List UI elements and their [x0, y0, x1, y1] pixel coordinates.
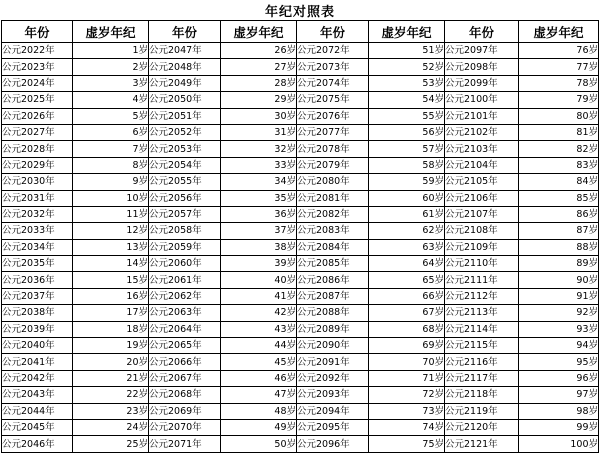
year-cell[interactable]: 公元2042年 — [2, 370, 73, 386]
table-row — [2, 436, 599, 452]
age-cell[interactable]: 80岁 — [519, 108, 599, 124]
age-cell[interactable]: 98岁 — [519, 403, 599, 419]
age-cell[interactable]: 33岁 — [221, 157, 297, 173]
table-row — [2, 272, 599, 288]
age-cell[interactable]: 38岁 — [221, 239, 297, 255]
age-cell[interactable]: 88岁 — [519, 239, 599, 255]
age-cell[interactable]: 7岁 — [73, 141, 149, 157]
age-cell[interactable]: 20岁 — [73, 354, 149, 370]
age-cell[interactable]: 10岁 — [73, 190, 149, 206]
year-cell[interactable]: 公元2028年 — [2, 141, 73, 157]
year-cell[interactable]: 公元2103年 — [445, 141, 519, 157]
table-row — [2, 305, 599, 321]
column-header-year[interactable]: 年份 — [2, 21, 73, 43]
year-cell[interactable]: 公元2091年 — [297, 354, 369, 370]
year-cell[interactable]: 公元2027年 — [2, 124, 73, 140]
table-row — [2, 239, 599, 255]
year-cell[interactable]: 公元2022年 — [2, 43, 73, 59]
year-cell[interactable]: 公元2106年 — [445, 190, 519, 206]
year-cell[interactable]: 公元2104年 — [445, 157, 519, 173]
age-cell[interactable]: 56岁 — [369, 124, 445, 140]
table-row — [2, 338, 599, 354]
year-cell[interactable]: 公元2096年 — [297, 436, 369, 452]
year-cell[interactable]: 公元2068年 — [149, 387, 221, 403]
year-cell[interactable]: 公元2052年 — [149, 124, 221, 140]
table-row — [2, 92, 599, 108]
age-cell[interactable]: 68岁 — [369, 321, 445, 337]
year-cell[interactable]: 公元2066年 — [149, 354, 221, 370]
age-cell[interactable]: 84岁 — [519, 174, 599, 190]
age-cell[interactable]: 17岁 — [73, 305, 149, 321]
year-cell[interactable]: 公元2048年 — [149, 59, 221, 75]
age-cell[interactable]: 35岁 — [221, 190, 297, 206]
age-cell[interactable]: 6岁 — [73, 124, 149, 140]
year-cell[interactable]: 公元2120年 — [445, 419, 519, 435]
age-cell[interactable]: 77岁 — [519, 59, 599, 75]
year-cell[interactable]: 公元2039年 — [2, 321, 73, 337]
age-cell[interactable]: 13岁 — [73, 239, 149, 255]
year-cell[interactable]: 公元2097年 — [445, 43, 519, 59]
age-cell[interactable]: 50岁 — [221, 436, 297, 452]
year-cell[interactable]: 公元2116年 — [445, 354, 519, 370]
age-cell[interactable]: 96岁 — [519, 370, 599, 386]
year-cell[interactable]: 公元2055年 — [149, 174, 221, 190]
year-cell[interactable]: 公元2080年 — [297, 174, 369, 190]
age-cell[interactable]: 15岁 — [73, 272, 149, 288]
year-cell[interactable]: 公元2117年 — [445, 370, 519, 386]
age-cell[interactable]: 65岁 — [369, 272, 445, 288]
age-cell[interactable]: 86岁 — [519, 206, 599, 222]
table-row — [2, 141, 599, 157]
age-cell[interactable]: 66岁 — [369, 288, 445, 304]
year-cell[interactable]: 公元2089年 — [297, 321, 369, 337]
age-cell[interactable]: 92岁 — [519, 305, 599, 321]
age-cell[interactable]: 30岁 — [221, 108, 297, 124]
year-cell[interactable]: 公元2031年 — [2, 190, 73, 206]
year-cell[interactable]: 公元2074年 — [297, 75, 369, 91]
age-cell[interactable]: 81岁 — [519, 124, 599, 140]
year-cell[interactable]: 公元2049年 — [149, 75, 221, 91]
year-cell[interactable]: 公元2115年 — [445, 338, 519, 354]
year-cell[interactable]: 公元2041年 — [2, 354, 73, 370]
year-cell[interactable]: 公元2121年 — [445, 436, 519, 452]
age-cell[interactable]: 18岁 — [73, 321, 149, 337]
table-row — [2, 256, 599, 272]
table-title: 年纪对照表 — [264, 4, 335, 20]
age-cell[interactable]: 85岁 — [519, 190, 599, 206]
year-cell[interactable]: 公元2032年 — [2, 206, 73, 222]
table-row — [2, 370, 599, 386]
year-cell[interactable]: 公元2056年 — [149, 190, 221, 206]
year-cell[interactable]: 公元2026年 — [2, 108, 73, 124]
year-cell[interactable]: 公元2037年 — [2, 288, 73, 304]
age-cell[interactable]: 2岁 — [73, 59, 149, 75]
year-cell[interactable]: 公元2111年 — [445, 272, 519, 288]
age-cell[interactable]: 89岁 — [519, 256, 599, 272]
age-cell[interactable]: 90岁 — [519, 272, 599, 288]
year-cell[interactable]: 公元2070年 — [149, 419, 221, 435]
age-cell[interactable]: 76岁 — [519, 43, 599, 59]
age-cell[interactable]: 49岁 — [221, 419, 297, 435]
year-cell[interactable]: 公元2062年 — [149, 288, 221, 304]
age-cell[interactable]: 54岁 — [369, 92, 445, 108]
year-cell[interactable]: 公元2073年 — [297, 59, 369, 75]
year-cell[interactable]: 公元2025年 — [2, 92, 73, 108]
year-cell[interactable]: 公元2119年 — [445, 403, 519, 419]
age-cell[interactable]: 71岁 — [369, 370, 445, 386]
age-cell[interactable]: 47岁 — [221, 387, 297, 403]
year-cell[interactable]: 公元2047年 — [149, 43, 221, 59]
age-cell[interactable]: 12岁 — [73, 223, 149, 239]
age-cell[interactable]: 45岁 — [221, 354, 297, 370]
age-cell[interactable]: 48岁 — [221, 403, 297, 419]
year-cell[interactable]: 公元2079年 — [297, 157, 369, 173]
age-cell[interactable]: 74岁 — [369, 419, 445, 435]
year-cell[interactable]: 公元2071年 — [149, 436, 221, 452]
year-cell[interactable]: 公元2078年 — [297, 141, 369, 157]
column-header-age[interactable]: 虚岁年纪 — [221, 21, 297, 43]
age-cell[interactable]: 25岁 — [73, 436, 149, 452]
year-cell[interactable]: 公元2043年 — [2, 387, 73, 403]
table-row — [2, 354, 599, 370]
year-cell[interactable]: 公元2092年 — [297, 370, 369, 386]
age-cell[interactable]: 24岁 — [73, 419, 149, 435]
age-cell[interactable]: 16岁 — [73, 288, 149, 304]
year-cell[interactable]: 公元2034年 — [2, 239, 73, 255]
year-cell[interactable]: 公元2114年 — [445, 321, 519, 337]
year-cell[interactable]: 公元2086年 — [297, 272, 369, 288]
table-row — [2, 124, 599, 140]
year-cell[interactable]: 公元2040年 — [2, 338, 73, 354]
age-cell[interactable]: 99岁 — [519, 419, 599, 435]
table-row — [2, 387, 599, 403]
year-cell[interactable]: 公元2108年 — [445, 223, 519, 239]
year-cell[interactable]: 公元2064年 — [149, 321, 221, 337]
year-cell[interactable]: 公元2085年 — [297, 256, 369, 272]
column-header-age[interactable]: 虚岁年纪 — [73, 21, 149, 43]
table-row — [2, 223, 599, 239]
column-header-year[interactable]: 年份 — [149, 21, 221, 43]
year-cell[interactable]: 公元2057年 — [149, 206, 221, 222]
table-row — [2, 157, 599, 173]
year-cell[interactable]: 公元2081年 — [297, 190, 369, 206]
year-cell[interactable]: 公元2029年 — [2, 157, 73, 173]
year-cell[interactable]: 公元2060年 — [149, 256, 221, 272]
table-row — [2, 403, 599, 419]
year-cell[interactable]: 公元2094年 — [297, 403, 369, 419]
year-cell[interactable]: 公元2050年 — [149, 92, 221, 108]
age-cell[interactable]: 57岁 — [369, 141, 445, 157]
table-row — [2, 206, 599, 222]
year-cell[interactable]: 公元2082年 — [297, 206, 369, 222]
year-cell[interactable]: 公元2035年 — [2, 256, 73, 272]
age-cell[interactable]: 42岁 — [221, 305, 297, 321]
table-row — [2, 43, 599, 59]
year-cell[interactable]: 公元2105年 — [445, 174, 519, 190]
column-header-age[interactable]: 虚岁年纪 — [369, 21, 445, 43]
year-cell[interactable]: 公元2054年 — [149, 157, 221, 173]
year-cell[interactable]: 公元2087年 — [297, 288, 369, 304]
year-cell[interactable]: 公元2072年 — [297, 43, 369, 59]
year-cell[interactable]: 公元2077年 — [297, 124, 369, 140]
age-cell[interactable]: 75岁 — [369, 436, 445, 452]
year-cell[interactable]: 公元2118年 — [445, 387, 519, 403]
year-cell[interactable]: 公元2112年 — [445, 288, 519, 304]
age-cell[interactable]: 26岁 — [221, 43, 297, 59]
year-cell[interactable]: 公元2051年 — [149, 108, 221, 124]
age-cell[interactable]: 52岁 — [369, 59, 445, 75]
age-cell[interactable]: 34岁 — [221, 174, 297, 190]
age-cell[interactable]: 11岁 — [73, 206, 149, 222]
age-cell[interactable]: 100岁 — [519, 436, 599, 452]
year-cell[interactable]: 公元2099年 — [445, 75, 519, 91]
age-cell[interactable]: 93岁 — [519, 321, 599, 337]
age-cell[interactable]: 28岁 — [221, 75, 297, 91]
year-cell[interactable]: 公元2046年 — [2, 436, 73, 452]
year-cell[interactable]: 公元2065年 — [149, 338, 221, 354]
age-cell[interactable]: 82岁 — [519, 141, 599, 157]
year-cell[interactable]: 公元2023年 — [2, 59, 73, 75]
table-body — [2, 43, 599, 453]
age-cell[interactable]: 62岁 — [369, 223, 445, 239]
year-cell[interactable]: 公元2101年 — [445, 108, 519, 124]
age-cell[interactable]: 87岁 — [519, 223, 599, 239]
year-cell[interactable]: 公元2075年 — [297, 92, 369, 108]
age-cell[interactable]: 40岁 — [221, 272, 297, 288]
year-cell[interactable]: 公元2110年 — [445, 256, 519, 272]
age-cell[interactable]: 94岁 — [519, 338, 599, 354]
age-cell[interactable]: 14岁 — [73, 256, 149, 272]
year-cell[interactable]: 公元2045年 — [2, 419, 73, 435]
age-cell[interactable]: 60岁 — [369, 190, 445, 206]
table-row — [2, 321, 599, 337]
column-header-year[interactable]: 年份 — [297, 21, 369, 43]
age-cell[interactable]: 64岁 — [369, 256, 445, 272]
table-row — [2, 59, 599, 75]
column-header-age[interactable]: 虚岁年纪 — [519, 21, 599, 43]
age-cell[interactable]: 55岁 — [369, 108, 445, 124]
table-row — [2, 174, 599, 190]
age-cell[interactable]: 22岁 — [73, 387, 149, 403]
age-cell[interactable]: 58岁 — [369, 157, 445, 173]
year-cell[interactable]: 公元2067年 — [149, 370, 221, 386]
age-cell[interactable]: 69岁 — [369, 338, 445, 354]
age-cell[interactable]: 8岁 — [73, 157, 149, 173]
column-header-year[interactable]: 年份 — [445, 21, 519, 43]
table-row — [2, 108, 599, 124]
year-cell[interactable]: 公元2061年 — [149, 272, 221, 288]
year-cell[interactable]: 公元2036年 — [2, 272, 73, 288]
age-cell[interactable]: 31岁 — [221, 124, 297, 140]
year-cell[interactable]: 公元2033年 — [2, 223, 73, 239]
year-cell[interactable]: 公元2069年 — [149, 403, 221, 419]
age-cell[interactable]: 21岁 — [73, 370, 149, 386]
age-cell[interactable]: 83岁 — [519, 157, 599, 173]
year-cell[interactable]: 公元2088年 — [297, 305, 369, 321]
age-cell[interactable]: 43岁 — [221, 321, 297, 337]
age-cell[interactable]: 79岁 — [519, 92, 599, 108]
table-row — [2, 288, 599, 304]
age-cell[interactable]: 37岁 — [221, 223, 297, 239]
year-cell[interactable]: 公元2038年 — [2, 305, 73, 321]
age-cell[interactable]: 29岁 — [221, 92, 297, 108]
age-cell[interactable]: 41岁 — [221, 288, 297, 304]
age-cell[interactable]: 91岁 — [519, 288, 599, 304]
age-cell[interactable]: 3岁 — [73, 75, 149, 91]
age-cell[interactable]: 73岁 — [369, 403, 445, 419]
age-cell[interactable]: 44岁 — [221, 338, 297, 354]
year-cell[interactable]: 公元2109年 — [445, 239, 519, 255]
age-cell[interactable]: 32岁 — [221, 141, 297, 157]
year-cell[interactable]: 公元2083年 — [297, 223, 369, 239]
age-cell[interactable]: 9岁 — [73, 174, 149, 190]
age-cell[interactable]: 4岁 — [73, 92, 149, 108]
age-cell[interactable]: 39岁 — [221, 256, 297, 272]
year-cell[interactable]: 公元2100年 — [445, 92, 519, 108]
age-cell[interactable]: 51岁 — [369, 43, 445, 59]
age-cell[interactable]: 63岁 — [369, 239, 445, 255]
age-cell[interactable]: 95岁 — [519, 354, 599, 370]
year-cell[interactable]: 公元2044年 — [2, 403, 73, 419]
age-cell[interactable]: 36岁 — [221, 206, 297, 222]
year-cell[interactable]: 公元2084年 — [297, 239, 369, 255]
age-cell[interactable]: 46岁 — [221, 370, 297, 386]
year-cell[interactable]: 公元2030年 — [2, 174, 73, 190]
year-cell[interactable]: 公元2053年 — [149, 141, 221, 157]
age-cell[interactable]: 1岁 — [73, 43, 149, 59]
age-cell[interactable]: 72岁 — [369, 387, 445, 403]
year-cell[interactable]: 公元2093年 — [297, 387, 369, 403]
year-cell[interactable]: 公元2076年 — [297, 108, 369, 124]
age-cell[interactable]: 27岁 — [221, 59, 297, 75]
year-cell[interactable]: 公元2090年 — [297, 338, 369, 354]
year-cell[interactable]: 公元2024年 — [2, 75, 73, 91]
year-cell[interactable]: 公元2059年 — [149, 239, 221, 255]
year-cell[interactable]: 公元2095年 — [297, 419, 369, 435]
year-cell[interactable]: 公元2058年 — [149, 223, 221, 239]
table-row — [2, 419, 599, 435]
year-cell[interactable]: 公元2063年 — [149, 305, 221, 321]
age-cell[interactable]: 23岁 — [73, 403, 149, 419]
table-row — [2, 75, 599, 91]
year-cell[interactable]: 公元2098年 — [445, 59, 519, 75]
table-row — [2, 190, 599, 206]
age-cell[interactable]: 53岁 — [369, 75, 445, 91]
year-cell[interactable]: 公元2107年 — [445, 206, 519, 222]
year-cell[interactable]: 公元2102年 — [445, 124, 519, 140]
age-cell[interactable]: 78岁 — [519, 75, 599, 91]
year-cell[interactable]: 公元2113年 — [445, 305, 519, 321]
age-cell[interactable]: 59岁 — [369, 174, 445, 190]
age-cell[interactable]: 61岁 — [369, 206, 445, 222]
header-row — [2, 21, 599, 43]
age-comparison-table — [1, 20, 599, 453]
age-cell[interactable]: 97岁 — [519, 387, 599, 403]
age-cell[interactable]: 67岁 — [369, 305, 445, 321]
age-cell[interactable]: 70岁 — [369, 354, 445, 370]
age-cell[interactable]: 5岁 — [73, 108, 149, 124]
age-cell[interactable]: 19岁 — [73, 338, 149, 354]
